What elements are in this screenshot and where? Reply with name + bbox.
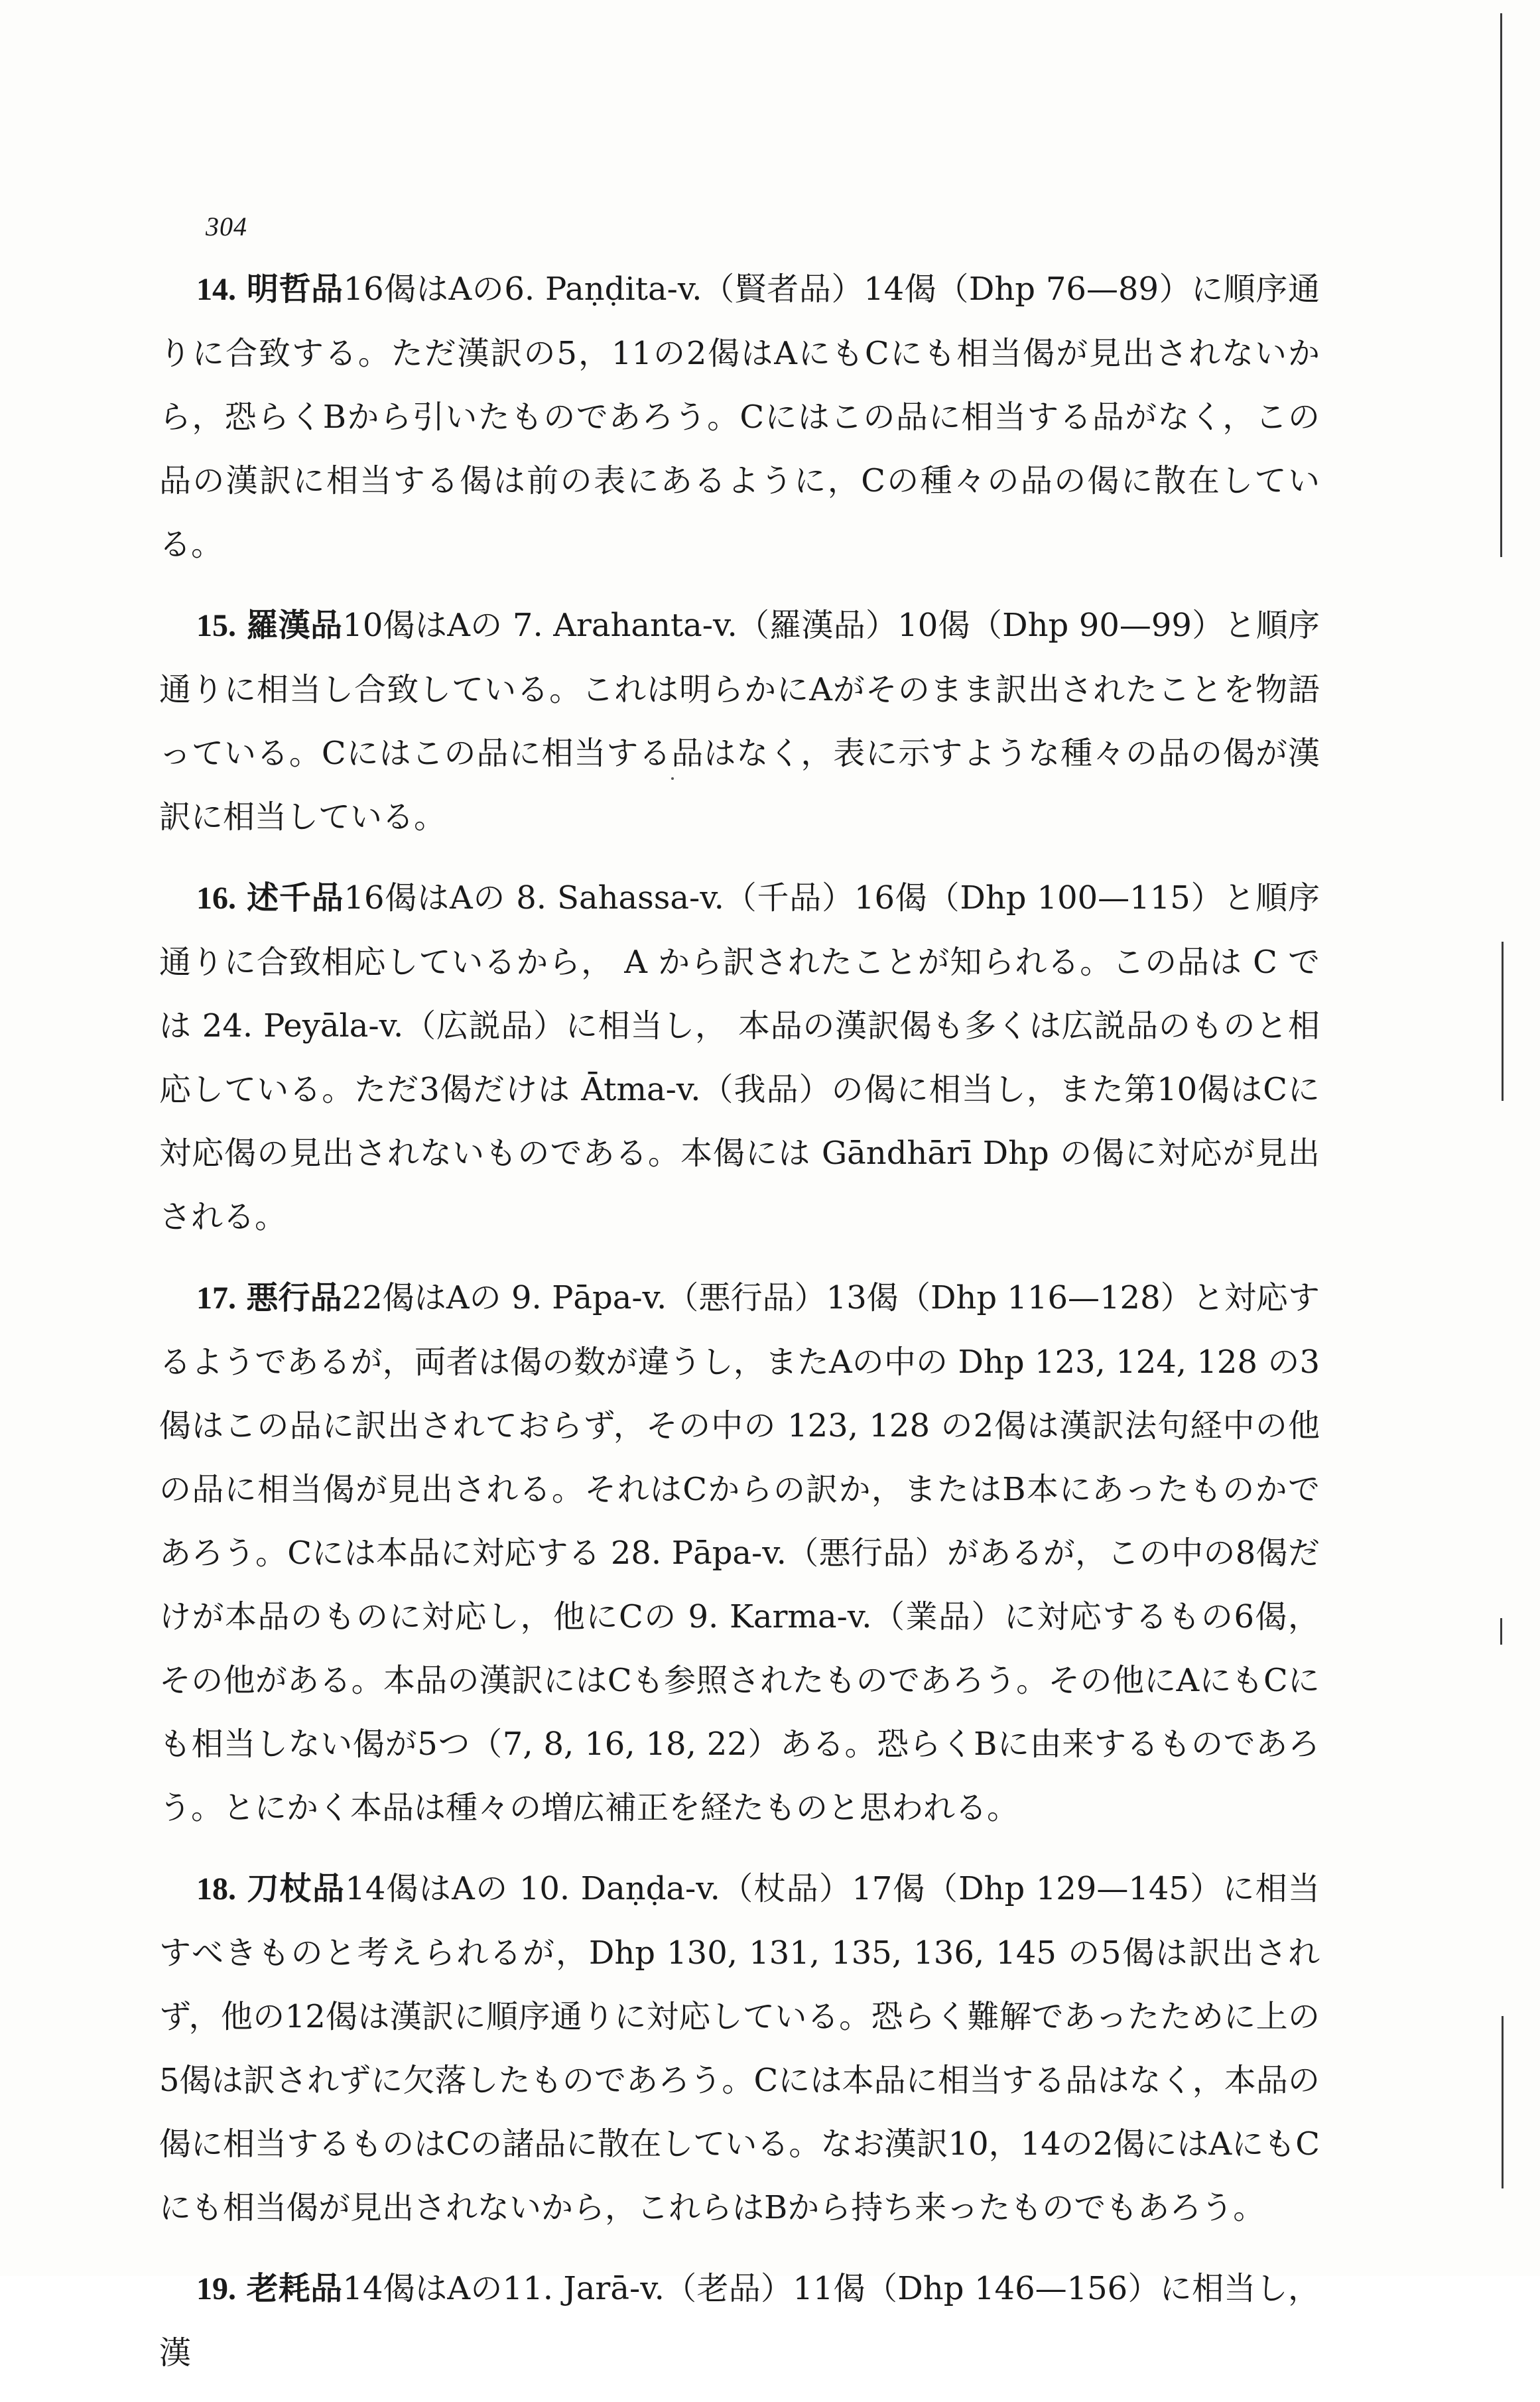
paragraph-16 — [159, 866, 1320, 1249]
section-number: 19. — [196, 2271, 236, 2307]
section-number: 17. — [196, 1281, 236, 1316]
paragraph-text: 22偈はAの 9. Pāpa-v.（悪行品）13偈（Dhp 116—128）と対応するようであるが，両者は偈の数が違うし，またAの中の Dhp 123, 124, 128 の3偈はこの品に訳出されておらず，その中の 123, 128 の2偈は漢訳法句経中の他の品に相当偈が見出される。それはCからの訳か，またはB本にあったものかであろう。Cには本品に対応する 28. Pāpa-v.（悪行品）があるが，この中の8偈だけが本品のものに対応し，他にCの 9. Karma-v.（業品）に対応するもの6偈，その他がある。本品の漢訳にはCも参照されたものであろう。その他にAにもCにも相当しない偈が5つ（7, 8, 16, 18, 22）ある。恐らくBに由来するものであろう。とにかく本品は種々の増広補正を経たものと思われる。 — [159, 1279, 1320, 1826]
section-number: 14. — [196, 272, 236, 307]
scan-edge-line-top — [1500, 13, 1502, 557]
paragraph-text: 16偈はAの 8. Sahassa-v.（千品）16偈（Dhp 100—115）と順序通りに合致相応しているから， A から訳されたことが知られる。この品は C では 24. Peyāla-v.（広説品）に相当し， 本品の漢訳偈も多くは広説品のものと相応している。ただ3偈だけは Ātma-v.（我品）の偈に相当し，また第10偈はCに対応偈の見出されないものである。本偈には Gāndhārī Dhp の偈に対応が見出される。 — [159, 879, 1320, 1235]
section-title: 悪行品 — [246, 1279, 342, 1316]
section-number: 16. — [196, 881, 236, 916]
section-title: 述千品 — [247, 879, 344, 917]
paragraph-text: 16偈はAの6. Paṇḍita-v.（賢者品）14偈（Dhp 76—89）に順序通りに合致する。ただ漢訳の5，11の2偈はAにもCにも相当偈が見出されないから，恐らくBから引いたものであろう。Cにはこの品に相当する品がなく，この品の漢訳に相当する偈は前の表にあるように，Cの種々の品の偈に散在している。 — [159, 271, 1320, 563]
paragraph-15 — [159, 594, 1320, 849]
section-title: 刀杖品 — [247, 1870, 346, 1907]
scan-edge-line-bottom — [1502, 2016, 1504, 2188]
scan-speck — [671, 777, 674, 780]
section-title: 老耗品 — [246, 2270, 343, 2307]
section-number: 18. — [196, 1871, 236, 1907]
scan-edge-line-mid — [1502, 942, 1504, 1101]
body-text — [159, 257, 1320, 2402]
section-title: 羅漢品 — [246, 607, 343, 644]
paragraph-17 — [159, 1266, 1320, 1840]
paragraph-18 — [159, 1857, 1320, 2240]
page-number: 304 — [206, 212, 247, 241]
section-number: 15. — [196, 608, 236, 643]
scan-edge-line-lower — [1500, 1618, 1502, 1645]
paragraph-text: 14偈はAの 10. Daṇḍa-v.（杖品）17偈（Dhp 129—145）に相当すべきものと考えられるが，Dhp 130, 131, 135, 136, 145 の5偈は訳出されず，他の12偈は漢訳に順序通りに対応している。恐らく難解であったために上の5偈は訳されずに欠落したものであろう。Cには本品に相当する品はなく，本品の偈に相当するものはCの諸品に散在している。なお漢訳10，14の2偈にはAにもCにも相当偈が見出されないから，これらはBから持ち来ったものでもあろう。 — [159, 1870, 1320, 2226]
section-title: 明哲品 — [246, 271, 344, 308]
paragraph-text: 14偈はAの11. Jarā-v.（老品）11偈（Dhp 146—156）に相当し，漢 — [159, 2270, 1320, 2371]
paragraph-14 — [159, 257, 1320, 576]
paragraph-text: 10偈はAの 7. Arahanta-v.（羅漢品）10偈（Dhp 90—99）と順序通りに相当し合致している。これは明らかにAがそのまま訳出されたことを物語っている。Cにはこの品に相当する品はなく，表に示すような種々の品の偈が漢訳に相当している。 — [159, 607, 1320, 836]
